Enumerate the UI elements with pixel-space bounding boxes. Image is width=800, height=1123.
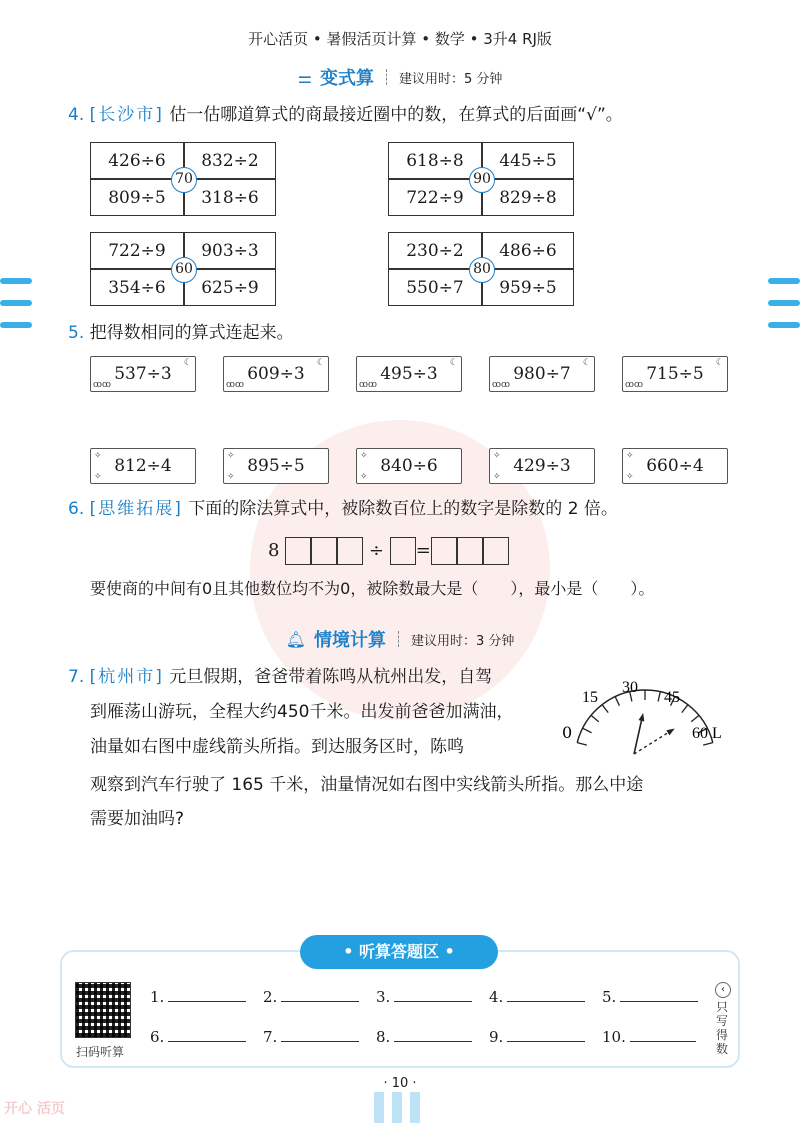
expression-card[interactable]: ꝏꝏ 537÷3 ☾ [90,356,196,392]
qr-code-icon[interactable] [75,982,131,1038]
answer-slot[interactable]: 9. [489,1028,585,1046]
moon-icon: ☾ [715,358,724,368]
swirl-icon: ꝏꝏ [492,380,510,390]
fuel-gauge [560,676,750,766]
question-tag: [杭州市] [89,667,164,687]
needle-dashed [634,731,671,754]
page-header: 开心活页 • 暑假活页计算 • 数学 • 3升4 RJ版 [248,30,552,48]
answer-box[interactable] [311,537,337,565]
question-5 [68,318,294,348]
grid-cell[interactable]: 829÷8 [499,188,557,208]
moon-icon: ☾ [316,358,325,368]
question-number: 6. [68,499,85,519]
swirl-icon: ꝏꝏ [93,380,111,390]
grid-cell[interactable]: 722÷9 [108,241,166,261]
swirl-icon: ꝏꝏ [625,380,643,390]
answer-box[interactable] [285,537,311,565]
swirl-icon: ꝏꝏ [226,380,244,390]
bell-icon: 🔔︎ [285,629,306,649]
divide-sign: ÷ [368,540,385,561]
grid-cell[interactable]: 903÷3 [201,241,259,261]
answer-slot[interactable]: 3. [376,988,472,1006]
answer-box[interactable] [390,537,416,565]
grid-cell[interactable]: 318÷6 [201,188,259,208]
needle-solid [634,717,642,754]
question-4 [68,100,623,130]
star-icon: ✧ [626,451,634,461]
gauge-label: 30 [622,679,638,696]
side-stripe [768,300,800,306]
question-7 [68,662,492,692]
answer-slot[interactable]: 7. [263,1028,359,1046]
grid-cell[interactable]: 445÷5 [499,151,557,171]
gauge-label: 15 [582,689,598,706]
answer-box[interactable] [431,537,457,565]
answer-box[interactable] [457,537,483,565]
question-number: 5. [68,323,85,343]
expression-card[interactable]: ✧ 660÷4 ✧ [622,448,728,484]
star-icon: ✧ [493,472,501,482]
side-stripe [0,278,32,284]
section-name: 变式算 [319,68,374,89]
qr-label: 扫码听算 [76,1045,125,1059]
estimate-grid [388,142,574,216]
answer-slot[interactable]: 2. [263,988,359,1006]
question-number: 7. [68,667,85,687]
question-text: 观察到汽车行驶了 165 千米，油量情况如右图中实线箭头所指。那么中途 [90,775,644,795]
side-stripe [768,278,800,284]
estimate-grid [90,232,276,306]
grid-cell[interactable]: 230÷2 [406,241,464,261]
gauge-tick [703,743,713,745]
gauge-tick [577,743,587,745]
side-stripe [0,300,32,306]
star-icon: ✧ [227,472,235,482]
question-text: 到雁荡山游玩，全程大约450千米。出发前爸爸加满油， [90,702,514,722]
answer-slot[interactable]: 10. [602,1028,696,1046]
grid-cell[interactable]: 426÷6 [108,151,166,171]
gauge-label: 45 [664,689,680,706]
answer-slot[interactable]: 6. [150,1028,246,1046]
moon-icon: ☾ [183,358,192,368]
star-icon: ✧ [360,472,368,482]
gauge-tick [583,728,592,733]
gauge-tick [591,715,599,721]
answer-box[interactable] [483,537,509,565]
answer-tab: • 听算答题区 • [300,935,498,969]
side-stripe [768,322,800,328]
grid-cell[interactable]: 959÷5 [499,278,557,298]
expression-card[interactable]: ✧ 840÷6 ✧ [356,448,462,484]
expression-card[interactable]: ꝏꝏ 609÷3 ☾ [223,356,329,392]
target-number: 80 [469,257,495,283]
grid-cell[interactable]: 722÷9 [406,188,464,208]
moon-icon: ☾ [582,358,591,368]
side-note: 只写得数 [716,1000,729,1056]
page-number: · 10 · [383,1076,417,1091]
grid-cell[interactable]: 354÷6 [108,278,166,298]
digit-8: 8 [268,540,280,561]
star-icon: ✧ [227,451,235,461]
answer-box[interactable] [337,537,363,565]
grid-cell[interactable]: 618÷8 [406,151,464,171]
needle-solid-arrowhead [638,713,644,721]
grid-cell[interactable]: 832÷2 [201,151,259,171]
expression-card[interactable]: ✧ 429÷3 ✧ [489,448,595,484]
moon-icon: ☾ [449,358,458,368]
question-text: 元旦假期，爸爸带着陈鸣从杭州出发，自驾 [169,667,493,687]
question-text: 把得数相同的算式连起来。 [89,323,294,343]
target-number: 70 [171,167,197,193]
question-6-prompt: 要使商的中间有0且其他数位均不为0，被除数最大是（ ），最小是（ ）。 [90,579,655,598]
question-text: 下面的除法算式中，被除数百位上的数字是除数的 2 倍。 [188,499,618,519]
needle-dashed-arrowhead [666,729,674,736]
grid-cell[interactable]: 550÷7 [406,278,464,298]
grid-cell[interactable]: 625÷9 [201,278,259,298]
footer-bar [410,1092,420,1123]
star-icon: ✧ [626,472,634,482]
question-number: 4. [68,105,85,125]
grid-cell[interactable]: 486÷6 [499,241,557,261]
brand-logo: 开心 活页 [4,1101,65,1117]
gauge-label: 0 [562,723,573,742]
expression-card[interactable]: ꝏꝏ 980÷7 ☾ [489,356,595,392]
gauge-tick [658,692,660,702]
question-tag: [思维拓展] [89,499,183,519]
divider [398,631,399,647]
star-icon: ✧ [94,451,102,461]
grid-cell[interactable]: 809÷5 [108,188,166,208]
sliders-icon: ⚌ [297,67,312,87]
section-title-variant [0,64,800,90]
gauge-tick [691,715,699,721]
division-equation [268,536,509,566]
expression-card[interactable]: ꝏꝏ 495÷3 ☾ [356,356,462,392]
expression-card[interactable]: ꝏꝏ 715÷5 ☾ [622,356,728,392]
answer-slot[interactable]: 4. [489,988,585,1006]
gauge-tick [682,705,688,713]
suggested-time: 建议用时：5 分钟 [398,71,503,87]
back-arrow-icon: ‹ [715,982,731,998]
divider [386,69,387,85]
answer-slot[interactable]: 8. [376,1028,472,1046]
estimate-grid [90,142,276,216]
expression-card[interactable]: ✧ 812÷4 ✧ [90,448,196,484]
question-text: 油量如右图中虚线箭头所指。到达服务区时，陈鸣 [90,737,464,757]
gauge-tick [615,697,619,706]
question-6 [68,494,618,524]
star-icon: ✧ [493,451,501,461]
section-name: 情境计算 [313,630,386,651]
question-text: 需要加油吗? [90,809,185,829]
answer-slot[interactable]: 1. [150,988,246,1006]
estimate-grid [388,232,574,306]
gauge-tick [602,705,608,713]
equals-sign: = [415,540,431,561]
question-text: 估一估哪道算式的商最接近圈中的数，在算式的后面画“√”。 [169,105,623,125]
star-icon: ✧ [94,472,102,482]
star-icon: ✧ [360,451,368,461]
gauge-label: 60 L [692,725,722,742]
expression-card[interactable]: ✧ 895÷5 ✧ [223,448,329,484]
target-number: 90 [469,167,495,193]
suggested-time: 建议用时：3 分钟 [410,633,515,649]
section-title-scenario [0,626,800,652]
footer-bar [392,1092,402,1123]
target-number: 60 [171,257,197,283]
footer-bar [374,1092,384,1123]
question-tag: [长沙市] [89,105,164,125]
side-stripe [0,322,32,328]
answer-slot[interactable]: 5. [602,988,698,1006]
swirl-icon: ꝏꝏ [359,380,377,390]
